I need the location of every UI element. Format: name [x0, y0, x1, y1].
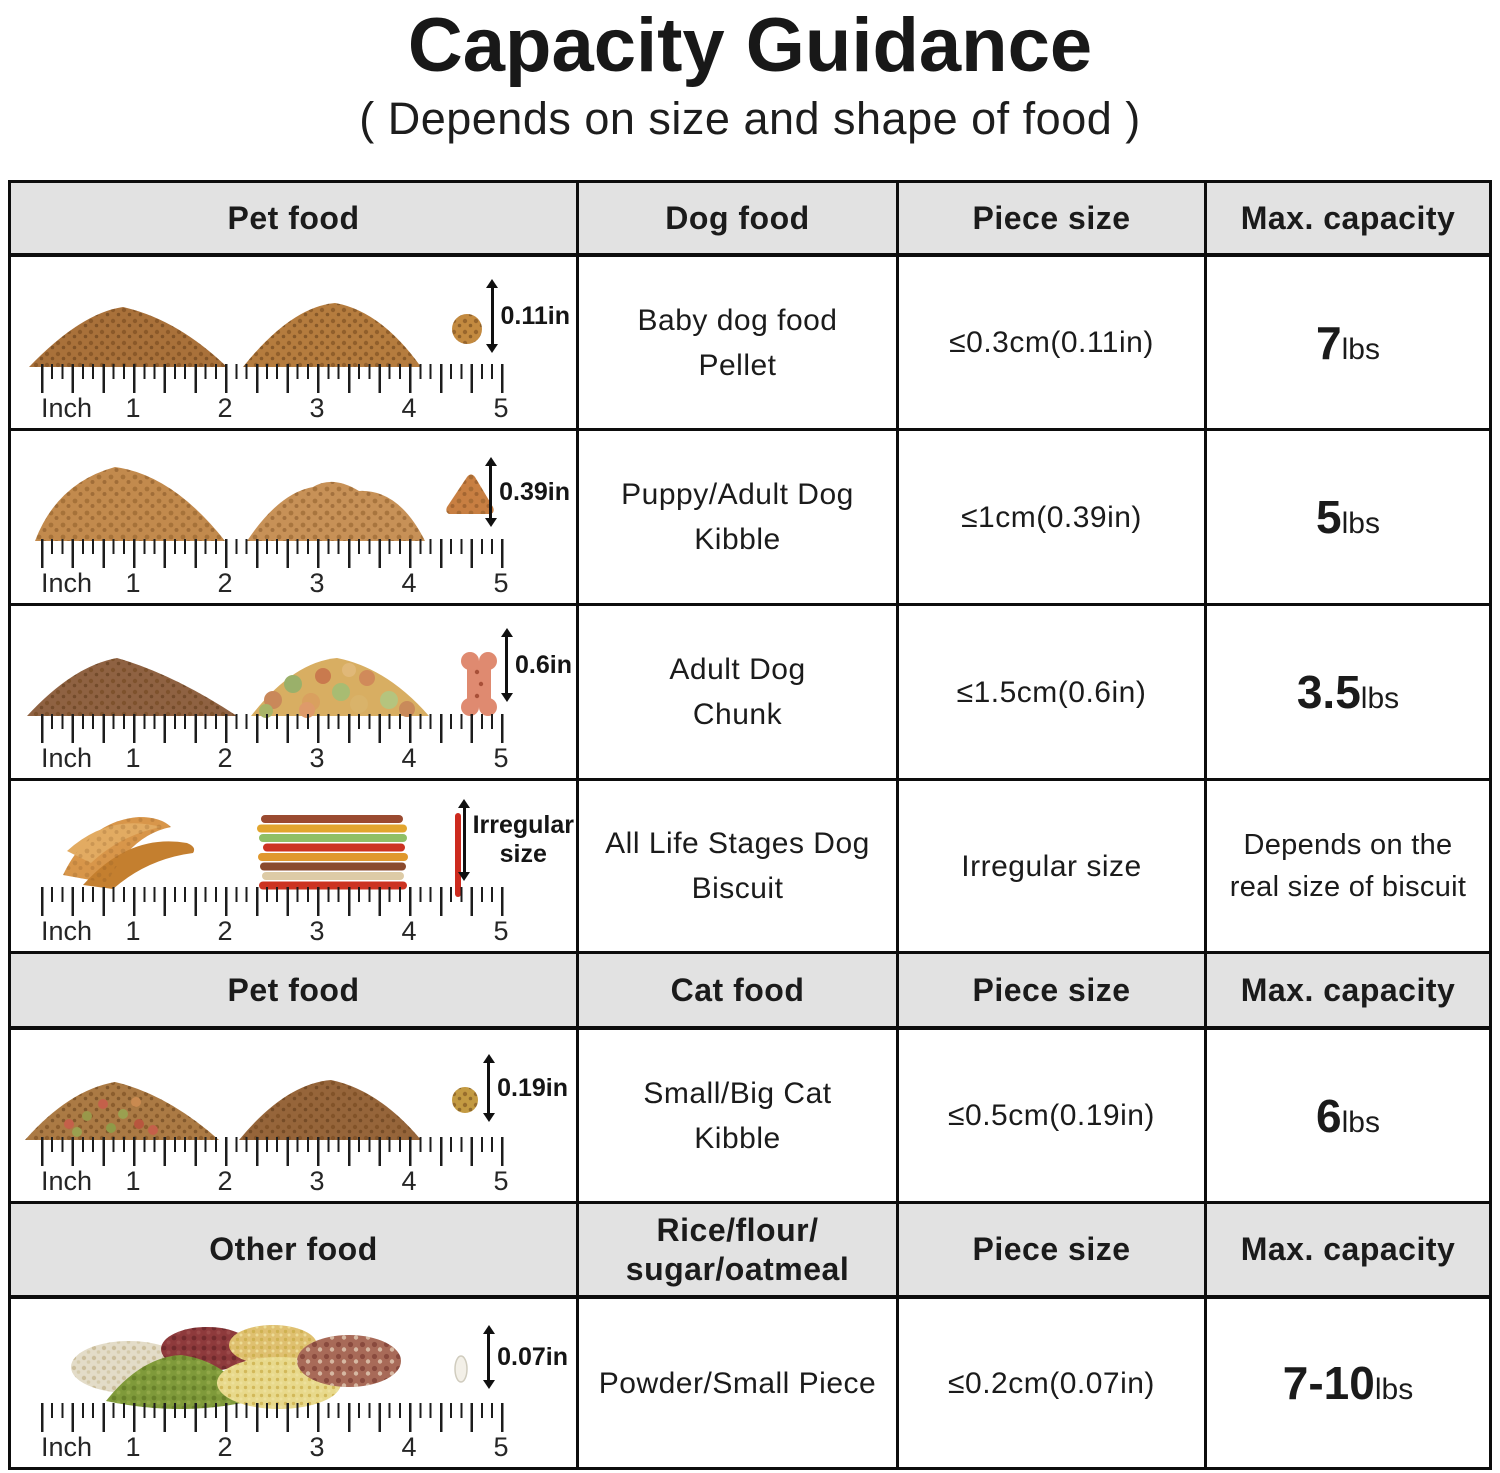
- size-indicator: [487, 1333, 568, 1381]
- dimension-arrow-icon: [487, 1333, 490, 1381]
- piece-size-cat-kibble: ≤0.5cm(0.19in): [899, 1030, 1207, 1204]
- header-rice-flour: Rice/flour/ sugar/oatmeal: [579, 1204, 899, 1299]
- inch-ruler: Inch 1 2 3 4 5: [41, 1137, 507, 1197]
- capacity-table: [8, 180, 1492, 1470]
- ruler-ticks: [41, 539, 504, 568]
- treat-sticks-stack: [257, 815, 408, 890]
- food-name-biscuit: All Life Stages Dog Biscuit: [579, 781, 899, 954]
- food-name-kibble: Puppy/Adult Dog Kibble: [579, 431, 899, 606]
- ruler-ticks: [41, 364, 504, 393]
- ruler-unit-label: Inch: [41, 743, 93, 773]
- header-pet-food-cat: Pet food: [11, 954, 579, 1030]
- ruler-ticks: [41, 1403, 504, 1432]
- piece-size-biscuit: Irregular size: [899, 781, 1207, 954]
- header-other-food: Other food: [11, 1204, 579, 1299]
- size-label: 0.19in: [497, 1073, 568, 1102]
- dimension-arrow-icon: [505, 636, 508, 694]
- single-kibble-icon: [446, 475, 493, 515]
- food-name-cat-kibble: Small/Big Cat Kibble: [579, 1030, 899, 1204]
- size-label: 0.11in: [500, 301, 570, 330]
- ruler-ticks: [41, 714, 504, 743]
- max-capacity-cat-kibble: 6 lbs: [1207, 1030, 1489, 1204]
- bone-treat-icon: [461, 652, 497, 716]
- max-capacity-powder: 7-10 lbs: [1207, 1299, 1489, 1467]
- page-subtitle: ( Depends on size and shape of food ): [359, 93, 1141, 144]
- header-dog-food: Dog food: [579, 183, 899, 257]
- food-name-chunk: Adult Dog Chunk: [579, 606, 899, 781]
- dimension-arrow-icon: [491, 287, 494, 345]
- dimension-arrow-icon: [487, 1062, 490, 1114]
- cat-kibble-illustration-cell: [11, 1030, 579, 1204]
- piece-size-chunk: ≤1.5cm(0.6in): [899, 606, 1207, 781]
- size-label: 0.07in: [497, 1342, 568, 1371]
- header-piece-size-1: Piece size: [899, 183, 1207, 257]
- ruler-unit-label: Inch: [41, 393, 93, 423]
- single-pellet-icon: [452, 314, 482, 344]
- size-indicator: [505, 636, 572, 694]
- ruler-unit-label: Inch: [41, 916, 93, 946]
- single-cat-kibble-icon: [452, 1087, 478, 1113]
- piece-size-pellet: ≤0.3cm(0.11in): [899, 257, 1207, 431]
- max-capacity-pellet: 7 lbs: [1207, 257, 1489, 431]
- dimension-arrow-icon: [463, 807, 466, 873]
- jerky-strips: [63, 817, 194, 889]
- biscuit-illustration-cell: [11, 781, 579, 954]
- size-label: 0.6in: [515, 650, 572, 679]
- ruler-ticks: [41, 887, 504, 916]
- ruler-unit-label: Inch: [41, 568, 93, 598]
- inch-ruler: Inch 1 2 3 4 5: [41, 1403, 507, 1463]
- size-label: 0.39in: [499, 477, 570, 506]
- size-indicator: [491, 287, 571, 345]
- size-label: size: [499, 840, 547, 868]
- food-name-pellet: Baby dog food Pellet: [579, 257, 899, 431]
- inch-ruler: Inch 1 2 3 4 5: [41, 539, 507, 599]
- header-piece-size-3: Piece size: [899, 1204, 1207, 1299]
- inch-ruler: Inch 1 2 3 4 5: [41, 364, 507, 424]
- ruler-unit-label: Inch: [41, 1166, 93, 1196]
- size-indicator: [463, 807, 574, 873]
- kibble-illustration-cell: [11, 431, 579, 606]
- ruler-ticks: [41, 1137, 504, 1166]
- size-label: Irregular: [472, 811, 574, 840]
- max-capacity-kibble: 5 lbs: [1207, 431, 1489, 606]
- inch-ruler: Inch 1 2 3 4 5: [41, 887, 507, 947]
- header-max-capacity-1: Max. capacity: [1207, 183, 1489, 257]
- pellet-illustration-cell: [11, 257, 579, 431]
- size-indicator: [487, 1062, 568, 1114]
- piece-size-powder: ≤0.2cm(0.07in): [899, 1299, 1207, 1467]
- inch-ruler: Inch 1 2 3 4 5: [41, 714, 507, 774]
- powder-illustration-cell: [11, 1299, 579, 1467]
- header-max-capacity-2: Max. capacity: [1207, 954, 1489, 1030]
- header-pet-food-dog: Pet food: [11, 183, 579, 257]
- title-block: [0, 0, 1500, 145]
- header-piece-size-2: Piece size: [899, 954, 1207, 1030]
- chunk-illustration-cell: [11, 606, 579, 781]
- page-title: Capacity Guidance: [407, 3, 1093, 88]
- piece-size-kibble: ≤1cm(0.39in): [899, 431, 1207, 606]
- dimension-arrow-icon: [489, 465, 492, 519]
- max-capacity-biscuit: Depends on the real size of biscuit: [1207, 781, 1489, 954]
- stick-icon: [455, 813, 461, 897]
- max-capacity-chunk: 3.5 lbs: [1207, 606, 1489, 781]
- chunk-piles-image: [11, 612, 579, 724]
- food-name-powder: Powder/Small Piece: [579, 1299, 899, 1467]
- header-cat-food: Cat food: [579, 954, 899, 1030]
- rice-grain-icon: [455, 1356, 467, 1382]
- size-indicator: [489, 465, 570, 519]
- ruler-unit-label: Inch: [41, 1432, 93, 1462]
- header-max-capacity-3: Max. capacity: [1207, 1204, 1489, 1299]
